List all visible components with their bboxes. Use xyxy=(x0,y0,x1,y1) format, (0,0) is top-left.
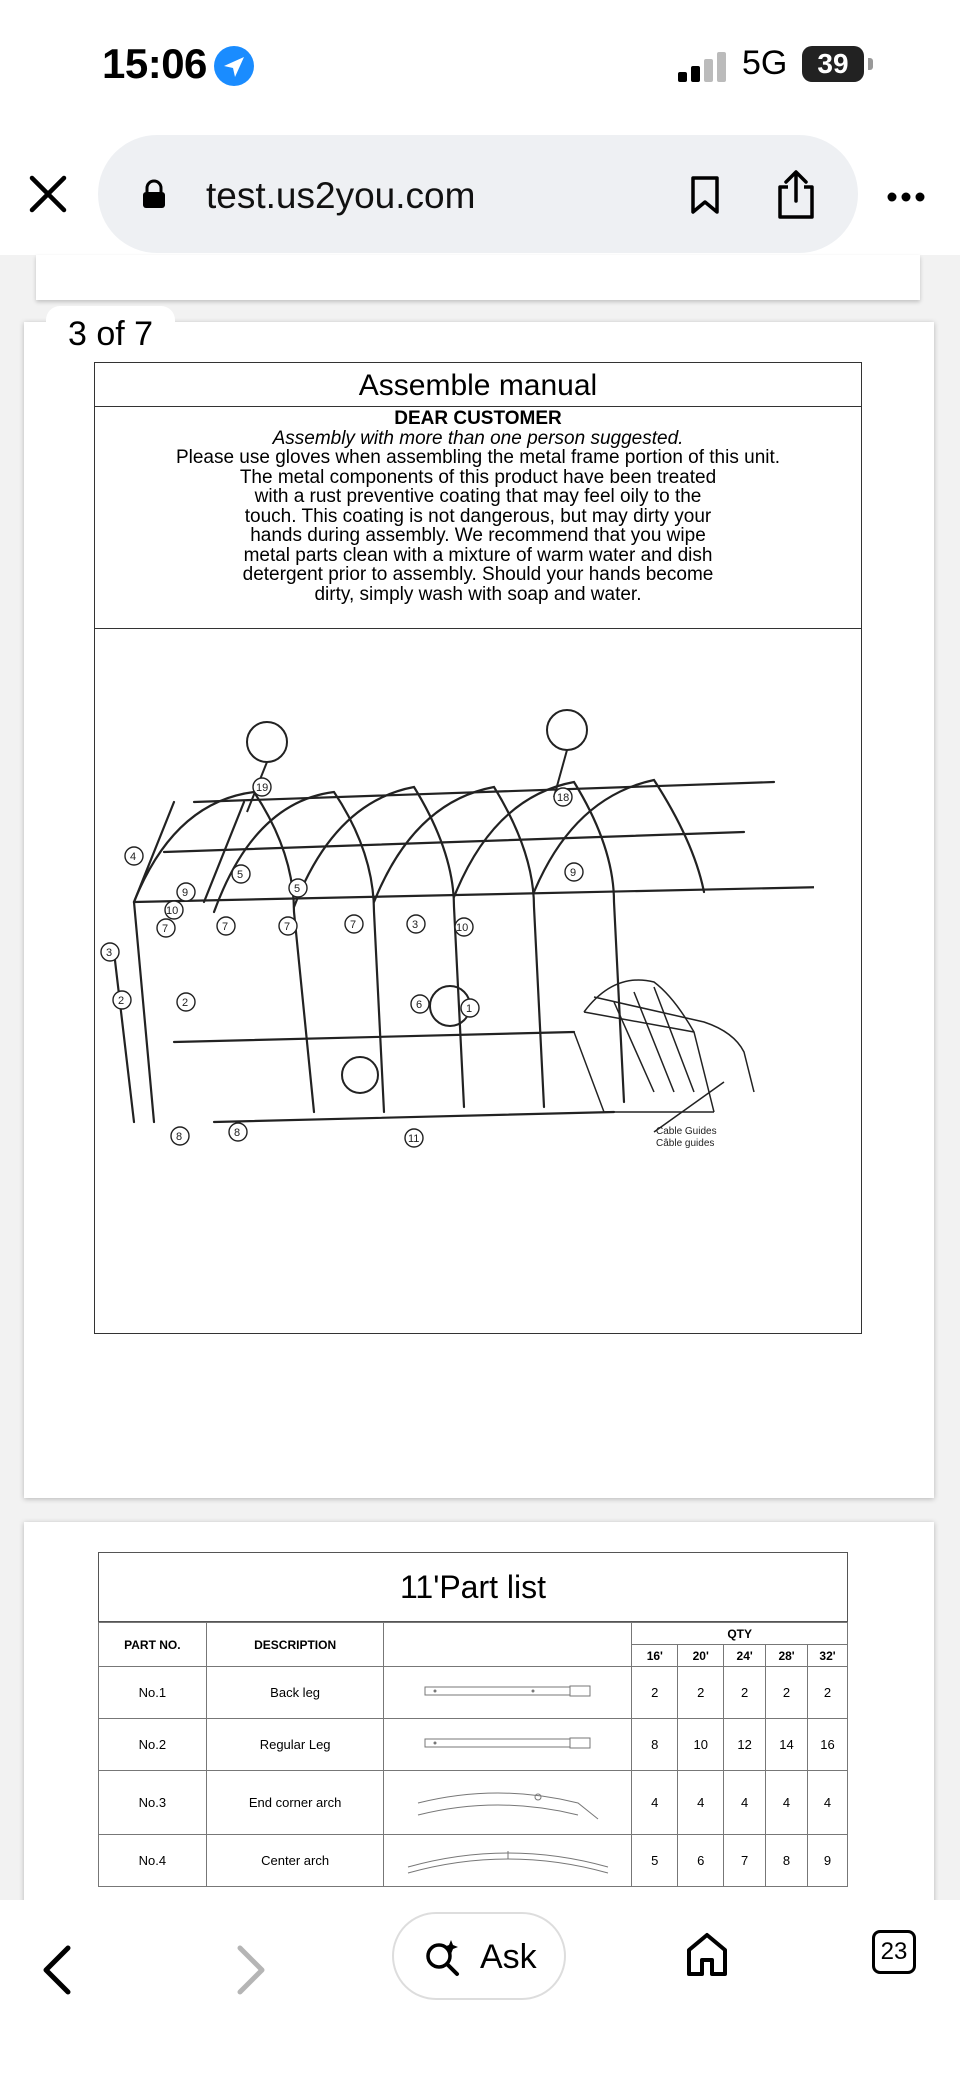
cell-qty: 7 xyxy=(724,1835,766,1887)
svg-text:2: 2 xyxy=(182,997,189,1009)
previous-page-edge xyxy=(36,255,920,300)
cell-qty: 4 xyxy=(808,1771,848,1835)
close-icon[interactable] xyxy=(24,170,72,218)
share-icon[interactable] xyxy=(774,169,818,221)
notice-subheading: Assembly with more than one person suggested. xyxy=(272,427,684,449)
table-row xyxy=(99,1771,848,1835)
document-page-next xyxy=(24,1522,934,1922)
ask-button[interactable] xyxy=(392,1912,566,2000)
svg-text:19: 19 xyxy=(256,782,269,794)
svg-text:10: 10 xyxy=(456,922,469,934)
callout xyxy=(345,915,363,933)
table-row xyxy=(99,1667,848,1719)
cell-qty: 2 xyxy=(724,1667,766,1719)
header-description: DESCRIPTION xyxy=(206,1623,384,1667)
browser-header xyxy=(0,130,960,255)
cell-qty: 9 xyxy=(808,1835,848,1887)
callout xyxy=(232,865,250,883)
location-arrow-icon xyxy=(214,46,254,86)
lock-icon xyxy=(142,179,166,209)
callout xyxy=(113,991,131,1009)
cell-qty: 2 xyxy=(808,1667,848,1719)
header-image xyxy=(384,1623,632,1667)
sparkle-search-icon xyxy=(424,1938,462,1978)
manual-notice xyxy=(95,407,861,629)
header-size: 20' xyxy=(678,1645,724,1667)
status-bar xyxy=(0,0,960,130)
callout xyxy=(217,917,235,935)
cell-qty: 12 xyxy=(724,1719,766,1771)
page-counter: 3 of 7 xyxy=(46,306,175,362)
cell-qty: 2 xyxy=(766,1667,808,1719)
cell-desc: Back leg xyxy=(206,1667,384,1719)
header-qty: QTY xyxy=(632,1623,848,1645)
callout xyxy=(125,847,143,865)
url-bar[interactable] xyxy=(98,135,858,253)
notice-line: touch. This coating is not dangerous, but may dirty your xyxy=(244,505,712,527)
callout xyxy=(177,993,195,1011)
notice-line: The metal components of this product have been treated xyxy=(239,466,717,488)
manual-title: Assemble manual xyxy=(95,363,861,407)
document-page xyxy=(24,322,934,1498)
header-size: 16' xyxy=(632,1645,678,1667)
svg-text:18: 18 xyxy=(557,792,570,804)
header-part-no: PART NO. xyxy=(99,1623,207,1667)
svg-text:2: 2 xyxy=(118,995,125,1007)
cell-part: No.1 xyxy=(99,1667,207,1719)
svg-text:11: 11 xyxy=(408,1133,420,1145)
home-icon[interactable] xyxy=(684,1930,730,1978)
notice-line: with a rust preventive coating that may feel oily to the xyxy=(254,486,702,507)
svg-text:7: 7 xyxy=(162,923,169,935)
part-list-title: 11'Part list xyxy=(98,1552,848,1622)
callout xyxy=(279,917,297,935)
battery-tip xyxy=(868,58,873,70)
cell-qty: 5 xyxy=(632,1835,678,1887)
cell-qty: 10 xyxy=(678,1719,724,1771)
tabs-count-button[interactable]: 23 xyxy=(872,1930,916,1974)
callout xyxy=(565,863,583,881)
cell-qty: 8 xyxy=(766,1835,808,1887)
notice-line: detergent prior to assembly. Should your hands become xyxy=(242,564,714,585)
callout xyxy=(461,999,479,1017)
callout xyxy=(455,918,473,936)
cell-qty: 4 xyxy=(766,1771,808,1835)
callout xyxy=(101,943,119,961)
svg-text:7: 7 xyxy=(350,919,357,931)
header-size: 32' xyxy=(808,1645,848,1667)
svg-text:4: 4 xyxy=(130,851,137,863)
ask-label: Ask xyxy=(480,1938,537,1976)
part-image xyxy=(384,1719,632,1771)
callout xyxy=(411,995,429,1013)
svg-text:5: 5 xyxy=(294,883,301,895)
svg-text:3: 3 xyxy=(412,919,419,931)
svg-text:7: 7 xyxy=(222,921,229,933)
svg-text:3: 3 xyxy=(106,947,113,959)
back-arrow-icon[interactable] xyxy=(38,1940,78,2000)
callout xyxy=(405,1129,423,1147)
callout xyxy=(253,778,271,796)
cable-guides-fr-label: Câble guides xyxy=(656,1138,715,1149)
notice-line: dirty, simply wash with soap and water. xyxy=(314,583,642,605)
table-row xyxy=(99,1835,848,1887)
callout xyxy=(177,883,195,901)
svg-text:6: 6 xyxy=(416,999,423,1011)
cell-desc: End corner arch xyxy=(206,1771,384,1835)
battery-icon: 39 xyxy=(802,46,864,82)
callout xyxy=(229,1123,247,1141)
cell-part: No.4 xyxy=(99,1835,207,1887)
bottom-toolbar xyxy=(0,1900,960,2081)
notice-heading: DEAR CUSTOMER xyxy=(394,408,562,429)
svg-text:8: 8 xyxy=(176,1131,183,1143)
notice-line: metal parts clean with a mixture of warm water and dish xyxy=(243,544,713,566)
callout xyxy=(407,915,425,933)
part-image xyxy=(384,1667,632,1719)
svg-text:9: 9 xyxy=(570,867,577,879)
cell-qty: 8 xyxy=(632,1719,678,1771)
cell-qty: 4 xyxy=(678,1771,724,1835)
cable-guides-label: Cable Guides xyxy=(656,1126,717,1137)
callout xyxy=(165,901,183,919)
cell-qty: 4 xyxy=(724,1771,766,1835)
url-text: test.us2you.com xyxy=(206,175,476,216)
network-label: 5G xyxy=(742,44,788,82)
svg-text:10: 10 xyxy=(166,905,179,917)
header-size: 28' xyxy=(766,1645,808,1667)
cell-qty: 4 xyxy=(632,1771,678,1835)
cell-desc: Regular Leg xyxy=(206,1719,384,1771)
notice-line: Please use gloves when assembling the metal frame portion of this unit. xyxy=(175,447,781,468)
cell-qty: 2 xyxy=(678,1667,724,1719)
cell-qty: 2 xyxy=(632,1667,678,1719)
signal-icon xyxy=(678,50,728,82)
cell-part: No.2 xyxy=(99,1719,207,1771)
callout xyxy=(157,919,175,937)
callout xyxy=(554,788,572,806)
part-image xyxy=(384,1835,632,1887)
status-time: 15:06 xyxy=(102,40,207,87)
cell-qty: 16 xyxy=(808,1719,848,1771)
svg-text:1: 1 xyxy=(466,1003,473,1015)
assembly-diagram xyxy=(54,652,814,1172)
svg-text:8: 8 xyxy=(234,1127,241,1139)
cell-qty: 14 xyxy=(766,1719,808,1771)
cell-desc: Center arch xyxy=(206,1835,384,1887)
svg-text:7: 7 xyxy=(284,921,291,933)
cell-part: No.3 xyxy=(99,1771,207,1835)
cell-qty: 6 xyxy=(678,1835,724,1887)
part-list-table xyxy=(98,1622,848,1887)
header-size: 24' xyxy=(724,1645,766,1667)
callout xyxy=(289,879,307,897)
part-image xyxy=(384,1771,632,1835)
notice-line: hands during assembly. We recommend that you wipe xyxy=(250,525,706,546)
svg-text:9: 9 xyxy=(182,887,189,899)
callout xyxy=(171,1127,189,1145)
more-icon[interactable] xyxy=(886,190,926,202)
forward-arrow-icon[interactable] xyxy=(230,1940,270,2000)
bookmark-icon[interactable] xyxy=(688,175,722,215)
svg-text:5: 5 xyxy=(237,869,244,881)
table-row xyxy=(99,1719,848,1771)
